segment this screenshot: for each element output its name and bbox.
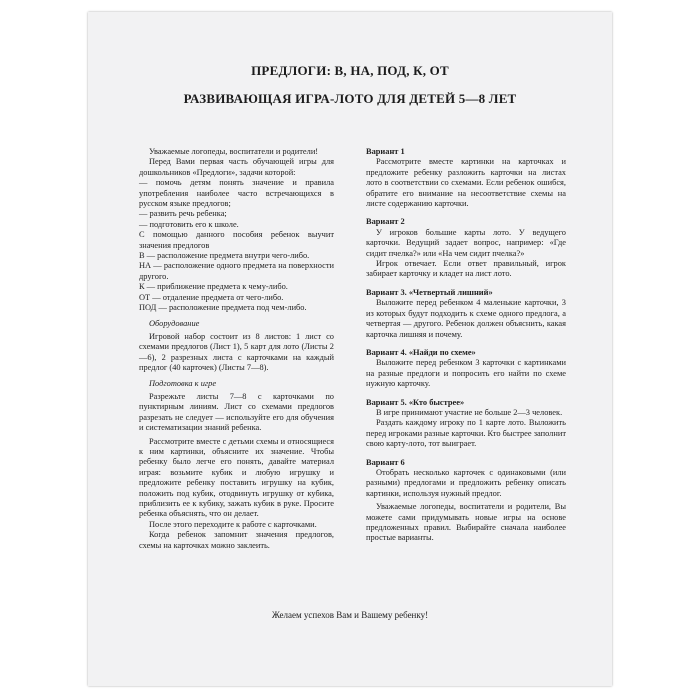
closing-paragraph: Уважаемые логопеды, воспитатели и родители, Вы можете сами придумывать новые игры на основе предложенных правил. Выбирайте сначала наиболее простые варианты.	[366, 502, 566, 543]
task-item: — помочь детям понять значение и правила употребления наиболее часто встречающихся в русском языке предлогов;	[139, 178, 334, 209]
preposition-definition: В — расположение предмета внутри чего-либо.	[139, 251, 310, 261]
variant-5-text: В игре принимают участие не больше 2—3 человек.	[376, 407, 563, 417]
variant-6-heading: Вариант 6	[366, 457, 405, 467]
intro-paragraph: Перед Вами первая часть обучающей игры для дошкольников «Предлоги», задачи которой:	[139, 157, 334, 177]
equipment-heading: Оборудование	[149, 318, 200, 328]
task-item: — развить речь ребенка;	[139, 209, 227, 219]
preposition-definition: К — приближение предмета к чему-либо.	[139, 282, 288, 292]
title-game-description: РАЗВИВАЮЩАЯ ИГРА-ЛОТО ДЛЯ ДЕТЕЙ 5—8 ЛЕТ	[183, 91, 517, 106]
variant-2-heading: Вариант 2	[366, 217, 405, 227]
variant-1-heading: Вариант 1	[366, 147, 405, 156]
preparation-text: После этого переходите к работе с карточками.	[149, 519, 317, 529]
left-column	[139, 147, 334, 551]
variant-2-text: Игрок отвечает. Если ответ правильный, игрок забирает карточку и кладет на лист лото.	[366, 259, 566, 279]
instruction-sheet	[88, 12, 612, 686]
study-paragraph: С помощью данного пособия ребенок выучит значения предлогов	[139, 230, 334, 250]
preparation-text: Разрежьте листы 7—8 с карточками по пунктирным линиям. Лист со схемами предлогов разрезать не следует — используйте его для обучения и систематизации знаний ребенка.	[139, 391, 334, 433]
right-column	[366, 147, 566, 544]
footer-wishes: Желаем успехов Вам и Вашему ребенку!	[271, 610, 429, 620]
variant-3-heading: Вариант 3. «Четвертый лишний»	[366, 287, 493, 297]
equipment-text: Игровой набор состоит из 8 листов: 1 лист со схемами предлогов (Лист 1), 5 карт для лото (Листы 2—6), 2 разрезных листа с карточками на каждый предлог (40 карточек) (Листы 7—8).	[139, 331, 334, 373]
variant-3-text: Выложите перед ребенком 4 маленькие карточки, 3 из которых будут подходить к схеме одного предлога, а четвертая — другого. Ребенок должен объяснить, какая карточка лишняя и почему.	[366, 298, 566, 339]
preparation-text: Рассмотрите вместе с детьми схемы и относящиеся к ним картинки, объясните их значение. Чтобы ребенку было легче его понять, давайте материал играя: возьмите кубик и любую игрушку и предложите ребенку поставить игрушку на кубик, положить под кубик, отодвинуть игрушку от кубика, приблизить ее к кубику, зажать кубик в руке. Просите ребенка объяснять, что он делает.	[139, 436, 334, 519]
variant-5-heading: Вариант 5. «Кто быстрее»	[366, 397, 465, 407]
variant-6-text: Отобрать несколько карточек с одинаковыми (или разными) предлогами и предложить ребенку описать картинки, используя нужный предлог.	[366, 467, 566, 498]
preposition-definition: ОТ — отдаление предмета от чего-либо.	[139, 292, 284, 302]
preposition-definition: НА — расположение одного предмета на поверхности другого.	[139, 261, 334, 281]
variant-2-text: У игроков большие карты лото. У ведущего карточки. Ведущий задает вопрос, например: «Где сидит пчелка?» или «На чем сидит пчелка?»	[366, 227, 566, 258]
preposition-definition: ПОД — расположение предмета под чем-либо.	[139, 303, 307, 313]
variant-5-text: Раздать каждому игроку по 1 карте лото. Выложить перед игроками разные карточки. Кто быстрее заполнит свою карту-лото, тот выиграет.	[366, 418, 566, 449]
variant-4-heading: Вариант 4. «Найди по схеме»	[366, 347, 476, 357]
preparation-heading: Подготовка к игре	[149, 378, 217, 388]
task-item: — подготовить его к школе.	[139, 219, 239, 229]
variant-1-text: Рассмотрите вместе картинки на карточках и предложите ребенку разложить карточки на листах лото в соответствии со схемами. Если ребенок ошибся, обратите его внимание на несоответствие схемы на листе содержанию карточки.	[366, 157, 566, 209]
title-prepositions: ПРЕДЛОГИ: В, НА, ПОД, К, ОТ	[251, 63, 449, 78]
greeting: Уважаемые логопеды, воспитатели и родители!	[149, 147, 319, 156]
variant-4-text: Выложите перед ребенком 3 карточки с картинками на разные предлоги и попросить его найти по схеме нужную карточку.	[366, 358, 566, 389]
preparation-text: Когда ребенок запомнит значения предлогов, схемы на карточках можно заклеить.	[139, 530, 334, 550]
